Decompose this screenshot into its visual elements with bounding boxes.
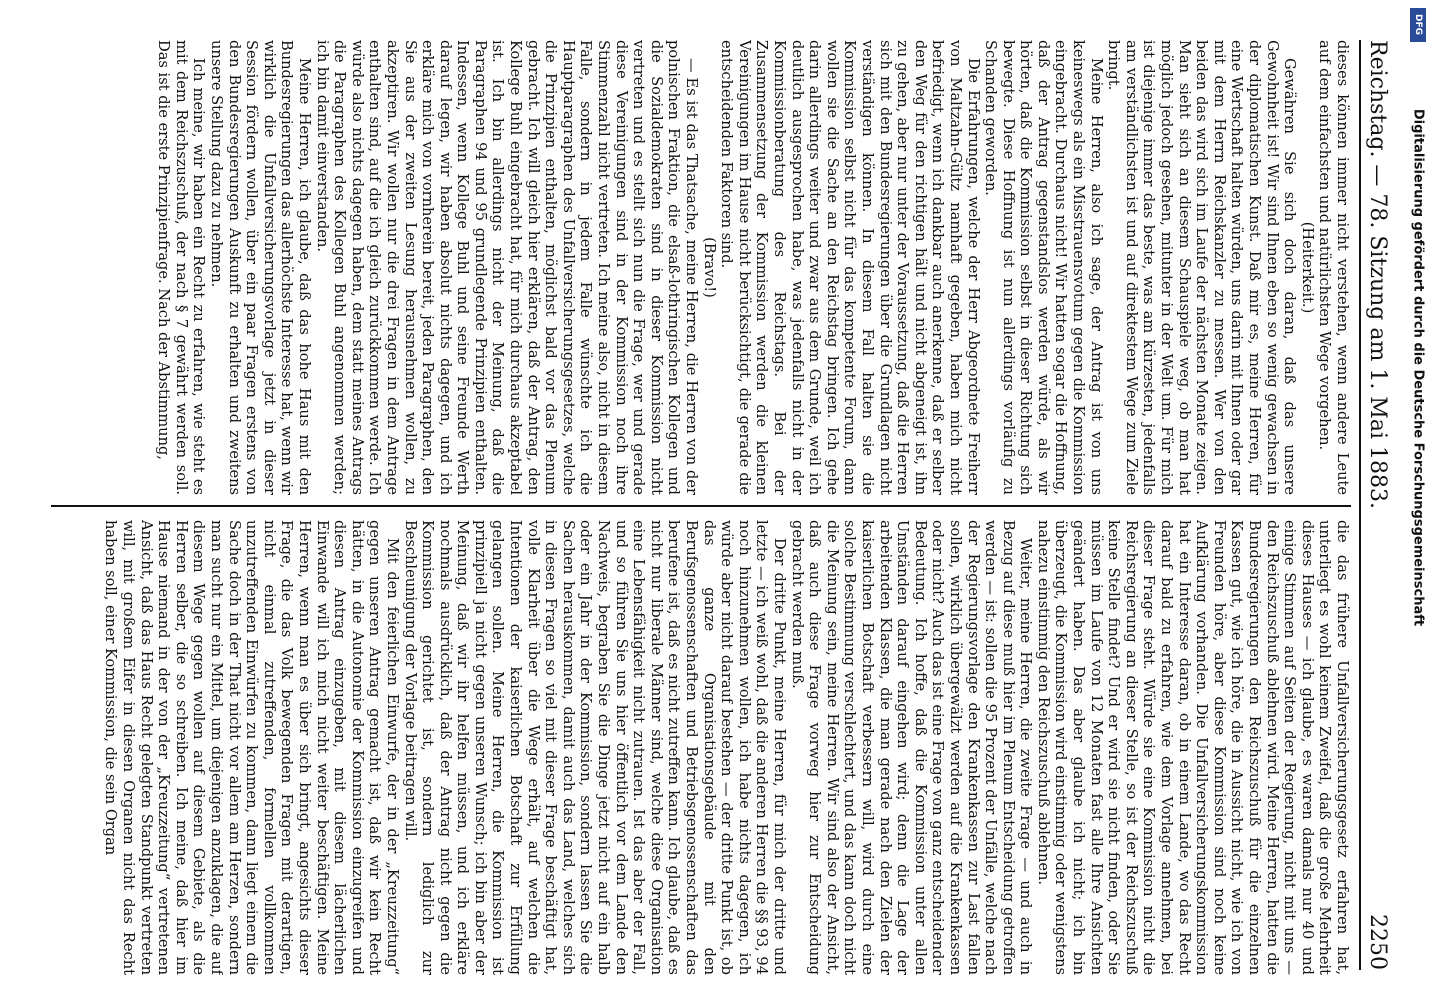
digitization-note bbox=[1405, 0, 1431, 1000]
header-rule bbox=[1359, 40, 1361, 970]
paragraph: die das frühere Unfallversicherungsgesetz erfahren hat, unterliegt es wohl keinem Zweifel, daß die große Mehrheit dieses Hauses — ich glaube, es waren damals nur 40 und einige Stimmen auf Seiten der Regierung, nicht mit uns — den Reichszuschuß ablehnen wird. Meine Herren, hatten die Bundesregierungen den Reichszuschuß für die einzelnen Kassen gut, wie ich höre, die in Aussicht nicht, wie ich von Freunden höre, aber diese Kommission sind noch keine Aufklärung vorhanden. Die Unfallversicherungskommission hat ein Interesse daran, ob in einem Lande, wo das Recht darauf bald zu erfahren, wie dem Vorlage annehmen, bei dieser Frage steht. Würde sie eine Kommission nicht die Reichsregierung an dieser Stelle, so ist der Reichszuschuß keine Stelle findet? Und er wird sie nicht finden, oder Sie müssen im Laufe von 12 Monaten fast alle Ihre Ansichten geändert haben. Das aber glaube ich nicht; ich bin überzeugt, die Kommission wird einstimmig oder wenigstens nahezu einstimmig den Reichszuschuß ablehnen. bbox=[1034, 520, 1351, 975]
left-column bbox=[51, 40, 1351, 495]
header-title: Reichstag. — 78. Sitzung am 1. Mai 1883. bbox=[1365, 40, 1390, 509]
paragraph: dieses können immer nicht verstehen, wenn andere Leute auf dem einfachsten und natürlichsten Wege vorgehen. bbox=[1316, 40, 1351, 495]
digitization-note-text: Digitalisierung gefördert durch die Deutsche Forschungsgemeinschaft bbox=[1410, 108, 1426, 627]
column-divider bbox=[51, 505, 1351, 507]
dfg-logo: DFG bbox=[1410, 8, 1426, 42]
paragraph: (Bravo!) bbox=[700, 237, 718, 298]
paragraph: Meine Herren, ich glaube, daß das hohe Haus mit den Bundesregierungen das allerhöchste Interesse hat, wenn wir wirklich die Unfallversicherungsvorlage jetzt in dieser Session fördern wollen, über ein paar Fragen erstens von den Bundesregierungen Auskunft zu erhalten und zweitens unsere Stellung dazu zu nehmen. bbox=[208, 40, 313, 495]
paragraph: — Es ist das Thatsache, meine Herren, die Herren von der polnischen Fraktion, die elsaß-lothringischen Kollegen und die Sozialdemokraten sind in dieser Kommission nicht vertreten und es stellt sich nun die Frage, wer und gerade diese Vereinigungen sind in der Kommission noch ihre Stimmenzahl nicht vertreten. Ich meine also, nicht in diesem Falle, sondern in jedem Falle wünschte ich die Hauptparagraphen des Unfallversicherungsgesetzes, welche die Prinzipien enthalten, möglichst bald vor das Plenum gebracht. Ich will gleich hier erklären, daß der Antrag, den Kollege Buhl eingebracht hat, für mich durchaus akzeptabel ist. Ich bin allerdings nicht der Meinung, daß die Paragraphen 94 und 95 grundlegende Prinzipien enthalten. Indessen, wenn Kollege Buhl und seine Freunde Werth darauf legen, wir haben absolut nichts dagegen, und ich erkläre mich von vornherein bereit, jeden Paragraphen, den Sie aus der zweiten Lesung herausnehmen wollen, zu akzeptiren. Wir wollen nur die drei Fragen in dem Antrage enthalten sind, auf die ich gleich zurückkommen werde. Ich würde also nichts dagegen haben, dem statt meines Antrags die Paragraphen des Kollegen Buhl angenommen werden; ich bin damit einverstanden. bbox=[313, 40, 701, 495]
paragraph: Weiter, meine Herren, die zweite Frage — und auch in Bezug auf diese muß hier im Plenum Entscheidung getroffen werden — ist: sollen die 95 Prozent der Unfälle, welche nach der Regierungsvorlage den Krankenkassen zur Last fallen sollen, wirklich übergewälzt werden auf die Krankenkassen oder nicht? Auch das ist eine Frage von ganz entscheidender Bedeutung. Ich hoffe, daß die Kommission unter allen Umständen darauf eingehen wird; denn die Lage der arbeitenden Klassen, die man gerade nach den Zielen der kaiserlichen Botschaft verbessern will, wird durch eine solche Bestimmung verschlechtert, und das kann doch nicht die Meinung sein, meine Herren. Wir sind also der Ansicht, daß auch diese Frage vorweg hier zur Entscheidung gebracht werden muß. bbox=[788, 520, 1035, 975]
page-number: 2250 bbox=[1365, 914, 1390, 970]
paragraph: (Heiterkeit.) bbox=[1298, 221, 1316, 314]
page-header bbox=[1363, 40, 1391, 970]
paragraph: Ich meine, wir haben ein Recht zu erfahren, wie steht es mit dem Reichszuschuß, der nach § 7 gewährt werden soll. Das ist die erste Prinzipienfrage. Nach der Abstimmung, bbox=[155, 40, 208, 495]
paragraph: Gewähren Sie sich doch daran, daß das unsere Gewohnheit ist! Wir sind Ihnen eben so wenig gewachsen in der diplomatischen Kunst. Daß mir es, meine Herren, für eine Wertschaft halten würden, uns darin mit Ihnen oder gar mit dem Herrn Reichskanzler zu messen. Wer von den beiden das wird sich im Laufe der nächsten Monate zeigen. Man sieht sich an diesem Schauspiele weg, ob man hat möglich jedoch gesehen, mitunter in der Welt um. Für mich ist diejenige immer das beste, was am kürzesten, jedenfalls am verständlichsten ist und auf direktestem Wege zum Ziele bringt. bbox=[1105, 40, 1299, 495]
paragraph: Der dritte Punkt, meine Herren, für mich der dritte und letzte — ich weiß wohl, daß die anderen Herren die §§ 93, 94 noch hinzunehmen wollen, ich habe nichts dagegen, ich würde aber nicht darauf bestehen — der dritte Punkt ist, ob das ganze Organisationsgebäude mit den Berufsgenossenschaften und Betriebsgenossenschaften das berufene ist, daß es nicht zutreffen kann. Ich glaube, daß es nicht nur liberale Männer sind, welche diese Organisation eine Lebensfähigkeit nicht zutrauen. Ist das aber der Fall, und so führen Sie uns hier öffentlich vor dem Lande den Nachweis, begraben Sie die Dinge jetzt nicht auf ein halb oder ein Jahr in der Kommission, sondern lassen Sie die Sachen herauskommen, damit auch das Land, welches sich in diesen Fragen so viel mit dieser Frage beschäftigt hat, volle Klarheit über die Wege erhält, auf welchen die Intentionen der kaiserlichen Botschaft zur Erfüllung gelangen sollen. Meine Herren, die Kommission ist prinzipiell ja nicht gegen unseren Wunsch; ich bin aber der Meinung, daß wir ihr helfen müssen, und ich erkläre nochmals ausdrücklich, daß der Antrag nicht gegen die Kommission gerichtet ist, sondern lediglich zur Beschleunigung der Vorlage beitragen will. bbox=[401, 520, 788, 975]
document-page bbox=[21, 10, 1401, 990]
paragraph: Mit den feierlichen Einwurfe, der in der „Kreuzzeitung“ gegen unseren Antrag gemacht ist, daß wir kein Recht hätten, in die Autonomie der Kommission einzugreifen und diesen Antrag einzugeben, mit diesem lächerlichen Einwande will ich mich nicht weiter beschäftigen. Meine Herren, wenn man es über sich bringt, angesichts dieser Frage, die das Volk bewegenden Fragen mit derartigen, nicht einmal zutreffenden, formellen vollkommen unzutreffenden Einwürfen zu kommen, dann liegt einem die Sache doch in der That nicht vor allem am Herzen, sondern man sucht nur ein Mittel, um diejenigen anzuklagen, die auf diesem Wege gegen wollen auf diesem Gebiete, als die Herren selber, die so schreiben. Ich meine, daß hier im Hause niemand in der von der „Kreuzzeitung“ vertretenen Ansicht, daß das Haus Recht gelegten Standpunkt vertreten will, mit großem Eifer in diesen Organen nicht das Recht haben soll, einer Kommission, die sein Organ bbox=[102, 520, 401, 975]
paragraph: Meine Herren, also ich sage, der Antrag ist von uns keineswegs als ein Misstrauensvotum gegen die Kommission eingebracht. Durchaus nicht! Wir hatten sogar die Hoffnung, daß der Antrag gegenstandslos werden würde, als wir hörten, daß die Kommission selbst in dieser Richtung sich bewegte. Diese Hoffnung ist nun allerdings vorläufig zu Schanden geworden. bbox=[982, 40, 1105, 495]
right-column bbox=[51, 520, 1351, 975]
paragraph: Die Erfahrungen, welche der Herr Abgeordnete Freiherr von Maltzahn-Gültz namhaft gegeben, haben mich nicht befriedigt, wenn ich dankbar auch anerkenne, daß er selber den Weg für den richtigen hält und nicht abgeneigt ist, ihn zu gehen, aber nur unter der Voraussetzung, daß die Herren sich mit den Bundesregierungen über die Grundlagen nicht verständigen können. In diesem Fall halten sie die Kommission selbst nicht für das kompetente Forum, dann wollen sie die Sache an den Reichstag bringen. Ich gehe darin allerdings weiter und zwar aus dem Grunde, weil ich deutlich ausgesprochen habe, was jedenfalls nicht in der Kommissionberatung des Reichstags. Bei der Zusammensetzung der Kommission werden die kleinen Vereinigungen im Hause nicht berücksichtigt, die gerade die entscheidenden Faktoren sind. bbox=[718, 40, 982, 495]
